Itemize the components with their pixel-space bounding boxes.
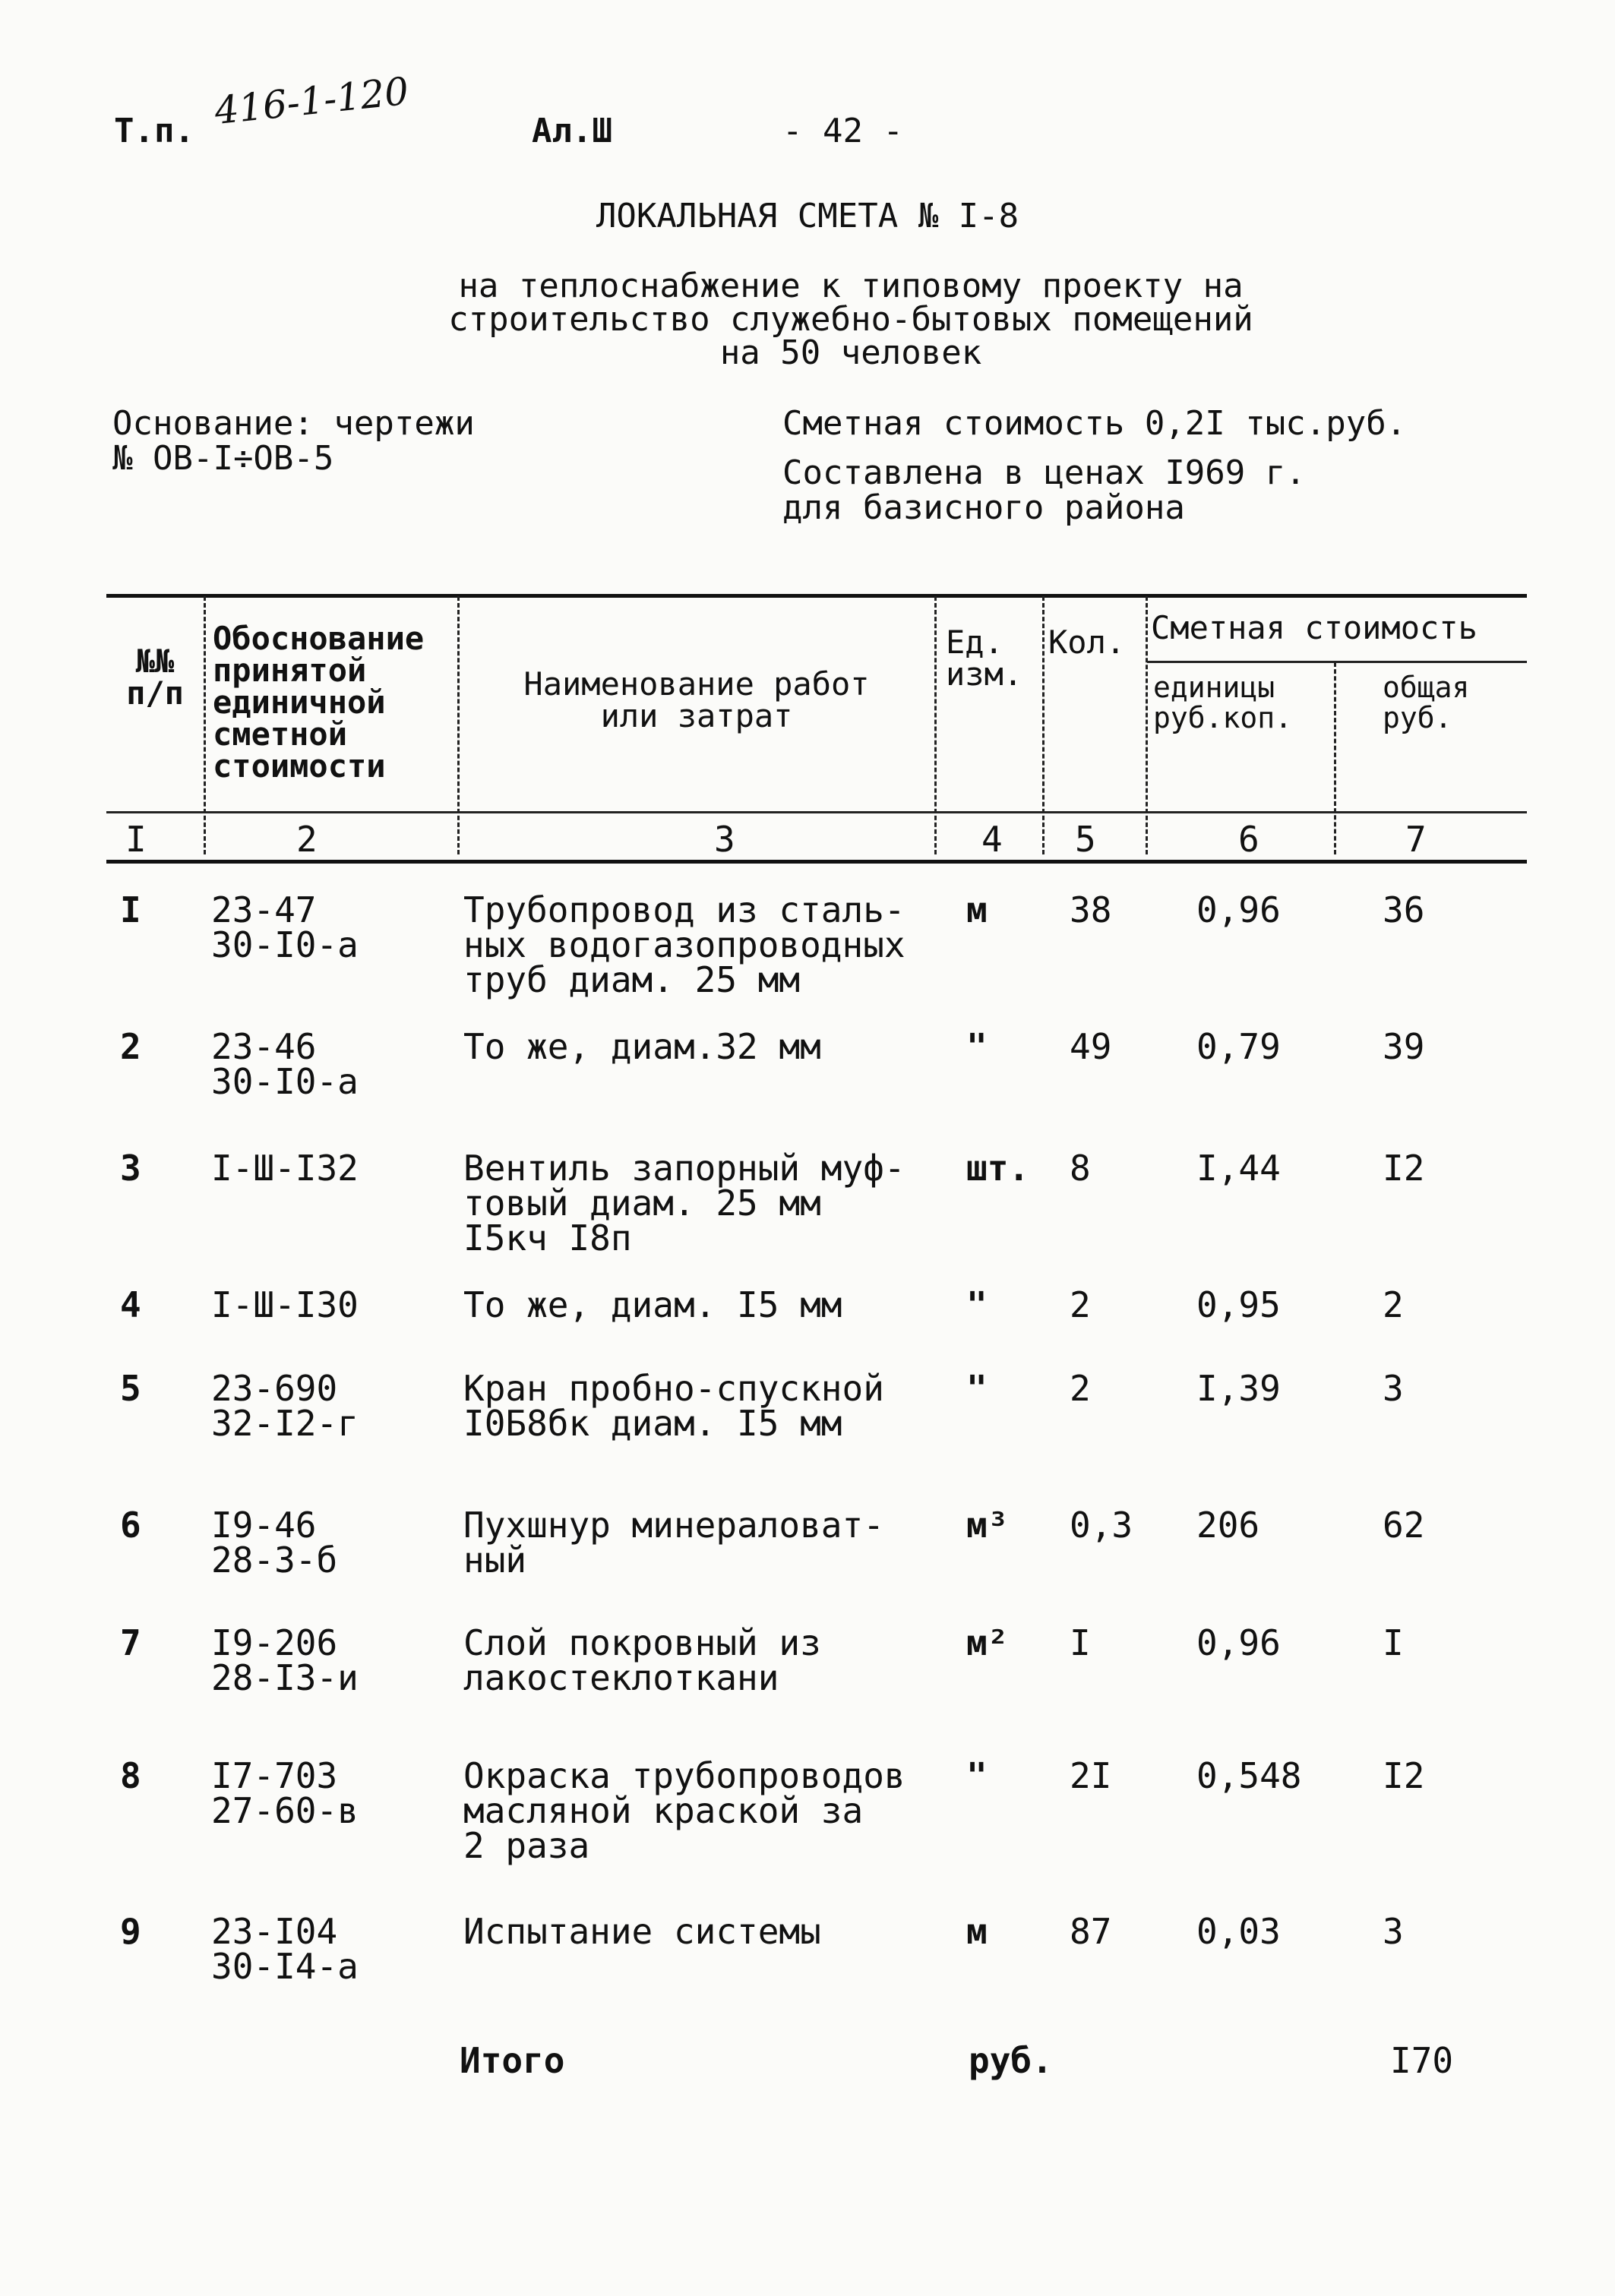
row-unit-price: 0,03 xyxy=(1196,1911,1281,1952)
row-number: 8 xyxy=(120,1755,141,1796)
page-number: - 42 - xyxy=(782,112,903,150)
row-basis-code: 23-46 30-I0-а xyxy=(211,1026,359,1102)
row-work-name: То же, диам.32 мм xyxy=(463,1026,821,1067)
row-basis-code: I7-703 27-60-в xyxy=(211,1755,359,1831)
row-unit: м xyxy=(966,889,988,930)
col-sep-5 xyxy=(1146,596,1148,854)
row-quantity: 2 xyxy=(1070,1284,1091,1325)
row-unit: м³ xyxy=(966,1505,1009,1546)
row-number: 4 xyxy=(120,1284,141,1325)
row-unit: шт. xyxy=(966,1148,1030,1189)
col-sep-6 xyxy=(1334,662,1336,854)
row-number: 6 xyxy=(120,1505,141,1546)
row-basis-code: 23-I04 30-I4-а xyxy=(211,1911,359,1987)
project-prefix: Т.п. xyxy=(114,112,194,150)
table-top-rule xyxy=(106,594,1527,598)
row-work-name: Кран пробно-спускной I0Б8бк диам. I5 мм xyxy=(463,1368,884,1444)
row-total: 36 xyxy=(1383,889,1425,930)
row-total: I2 xyxy=(1383,1755,1425,1796)
header-qty: Кол. xyxy=(1048,624,1126,661)
row-number: 9 xyxy=(120,1911,141,1952)
row-number: I xyxy=(120,889,141,930)
row-number: 2 xyxy=(120,1026,141,1067)
column-number: 3 xyxy=(714,819,735,860)
row-basis-code: I9-206 28-I3-и xyxy=(211,1622,359,1698)
total-unit: руб. xyxy=(969,2040,1053,2081)
project-number-handwritten: 416-1-120 xyxy=(212,68,411,134)
header-unit-cost: единицы руб.коп. xyxy=(1153,671,1293,734)
row-work-name: Окраска трубопроводов масляной краской за 2 раза xyxy=(463,1755,905,1866)
row-unit: м xyxy=(966,1911,988,1952)
row-total: 39 xyxy=(1383,1026,1425,1067)
basis-drawings: Основание: чертежи № ОВ-I÷ОВ-5 xyxy=(112,404,475,478)
row-unit-price: 0,96 xyxy=(1196,889,1281,930)
row-quantity: 8 xyxy=(1070,1148,1091,1189)
estimated-cost: Сметная стоимость 0,2I тыс.руб. xyxy=(782,404,1407,443)
row-quantity: 38 xyxy=(1070,889,1112,930)
row-unit-price: I,44 xyxy=(1196,1148,1281,1189)
row-unit: " xyxy=(966,1368,988,1409)
row-work-name: Вентиль запорный муф- товый диам. 25 мм I5кч I8п xyxy=(463,1148,905,1259)
row-total: 2 xyxy=(1383,1284,1404,1325)
column-number: 2 xyxy=(296,819,318,860)
column-number: I xyxy=(125,819,147,860)
album-label: Ал.Ш xyxy=(532,112,612,150)
total-value: I70 xyxy=(1390,2040,1454,2081)
column-number: 6 xyxy=(1238,819,1259,860)
colnum-bottom-rule xyxy=(106,860,1527,864)
price-basis: Составлена в ценах I969 г. для базисного района xyxy=(782,453,1306,527)
col-sep-4 xyxy=(1042,596,1045,854)
row-unit-price: 0,79 xyxy=(1196,1026,1281,1067)
column-number: 7 xyxy=(1405,819,1427,860)
row-unit-price: 0,96 xyxy=(1196,1622,1281,1663)
row-basis-code: I-Ш-I30 xyxy=(211,1284,359,1325)
row-work-name: Трубопровод из сталь- ных водогазопроводных труб диам. 25 мм xyxy=(463,889,905,1000)
row-unit: м² xyxy=(966,1622,1009,1663)
col-sep-1 xyxy=(204,596,206,854)
row-basis-code: 23-47 30-I0-а xyxy=(211,889,359,965)
row-quantity: 0,3 xyxy=(1070,1505,1133,1546)
header-unit: Ед. изм. xyxy=(946,624,1023,693)
row-quantity: 2I xyxy=(1070,1755,1112,1796)
row-work-name: Слой покровный из лакостеклоткани xyxy=(463,1622,821,1698)
row-number: 7 xyxy=(120,1622,141,1663)
header-bottom-rule xyxy=(106,811,1527,813)
header-cost-group: Сметная стоимость xyxy=(1151,609,1478,646)
row-quantity: 87 xyxy=(1070,1911,1112,1952)
col-sep-3 xyxy=(934,596,937,854)
header-name: Наименование работ или затрат xyxy=(523,665,870,734)
row-unit-price: I,39 xyxy=(1196,1368,1281,1409)
row-work-name: То же, диам. I5 мм xyxy=(463,1284,842,1325)
row-unit-price: 0,95 xyxy=(1196,1284,1281,1325)
row-quantity: I xyxy=(1070,1622,1091,1663)
row-total: 3 xyxy=(1383,1911,1404,1952)
row-work-name: Пухшнур минераловат- ный xyxy=(463,1505,884,1581)
row-total: 3 xyxy=(1383,1368,1404,1409)
row-unit: " xyxy=(966,1284,988,1325)
row-total: I2 xyxy=(1383,1148,1425,1189)
header-basis: Обоснование принятой единичной сметной стоимости xyxy=(213,620,425,785)
col-sep-2 xyxy=(457,596,460,854)
row-basis-code: I9-46 28-3-б xyxy=(211,1505,338,1581)
row-basis-code: I-Ш-I32 xyxy=(211,1148,359,1189)
document-title: ЛОКАЛЬНАЯ СМЕТА № I-8 xyxy=(596,197,1019,235)
row-basis-code: 23-690 32-I2-г xyxy=(211,1368,359,1444)
row-quantity: 49 xyxy=(1070,1026,1112,1067)
column-number: 5 xyxy=(1075,819,1096,860)
row-work-name: Испытание системы xyxy=(463,1911,821,1952)
row-unit: " xyxy=(966,1026,988,1067)
cost-group-rule xyxy=(1147,661,1527,663)
row-unit-price: 206 xyxy=(1196,1505,1260,1546)
row-total: 62 xyxy=(1383,1505,1425,1546)
header-num: №№ п/п xyxy=(126,643,184,712)
row-total: I xyxy=(1383,1622,1404,1663)
row-unit: " xyxy=(966,1755,988,1796)
column-number: 4 xyxy=(981,819,1003,860)
row-number: 3 xyxy=(120,1148,141,1189)
total-label: Итого xyxy=(460,2040,565,2081)
header-total-cost: общая руб. xyxy=(1383,671,1470,734)
row-quantity: 2 xyxy=(1070,1368,1091,1409)
row-unit-price: 0,548 xyxy=(1196,1755,1302,1796)
row-number: 5 xyxy=(120,1368,141,1409)
document-subtitle: на теплоснабжение к типовому проекту на строительство служебно-бытовых помещений на 50 человек xyxy=(448,267,1253,372)
